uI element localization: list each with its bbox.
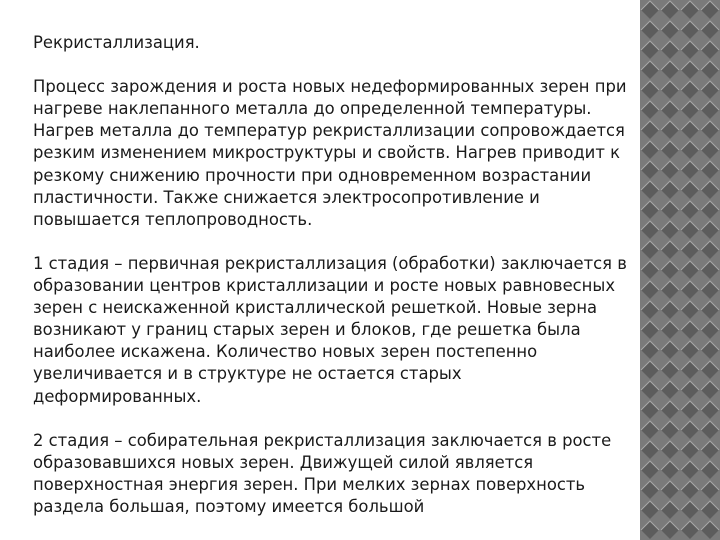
- paragraph-definition: Процесс зарождения и роста новых недеформированных зерен при нагреве наклепанного металла до определенной температуры. Нагрев металла до температур рекристаллизации сопровождается резким изменением микроструктуры и свойств. Нагрев приводит к резкому снижению прочности при одновременном возрастании пластичности. Также снижается электросопротивление и повышается теплопроводность.: [33, 77, 627, 229]
- decorative-side-panel: [640, 0, 720, 540]
- diamond-pattern-icon: [640, 0, 720, 540]
- slide-body: [33, 32, 633, 540]
- slide-title: Рекристаллизация.: [33, 33, 200, 52]
- paragraph-stage-1: 1 стадия – первичная рекристаллизация (обработки) заключается в образовании центров кристаллизации и росте новых равновесных зерен с неискаженной кристаллической решеткой. Новые зерна возникают у границ старых зерен и блоков, где решетка была наиболее искажена. Количество новых зерен постепенно увеличивается и в структуре не остается старых деформированных.: [33, 253, 627, 406]
- paragraph-stage-2: 2 стадия – собирательная рекристаллизация заключается в росте образовавшихся новых зерен. Движущей силой является поверхностная энергия зерен. При мелких зернах поверхность раздела большая, поэтому имеется большой: [33, 430, 612, 516]
